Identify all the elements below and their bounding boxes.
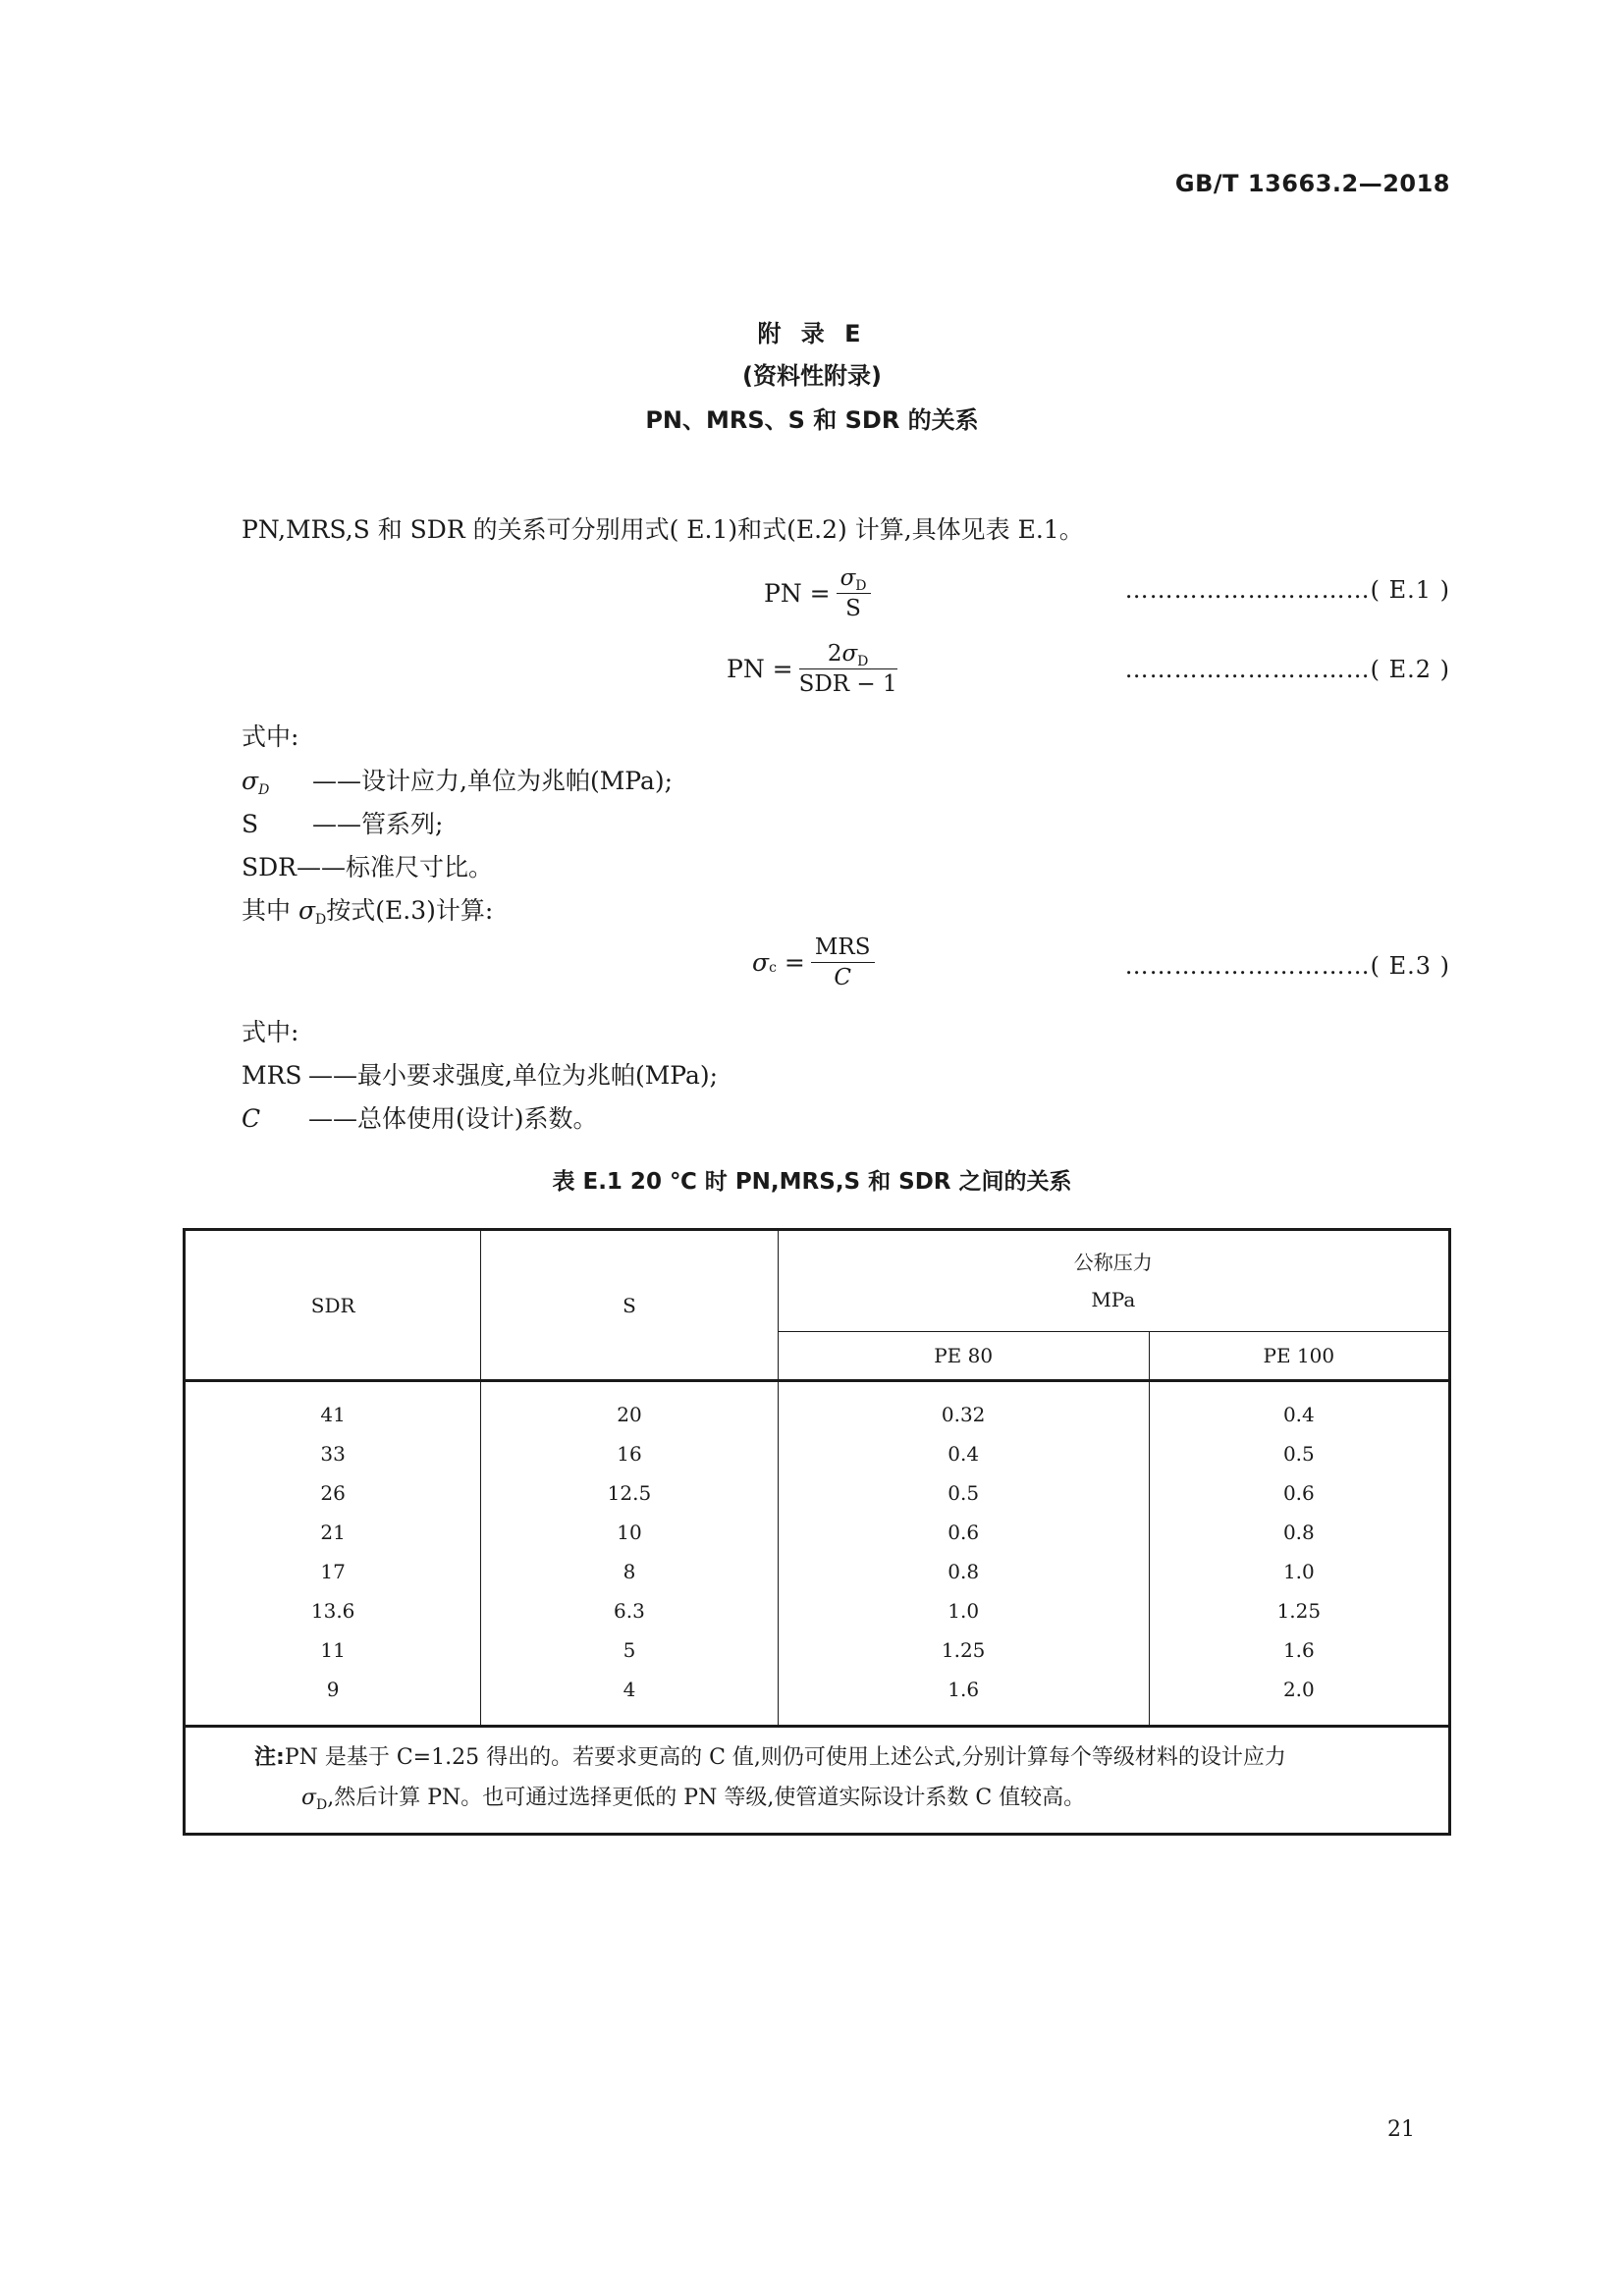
cell-pe100: 0.5	[1149, 1434, 1449, 1473]
table-row	[185, 1591, 1450, 1630]
definition-text: ——最小要求强度,单位为兆帕(MPa);	[308, 1061, 719, 1090]
cell-pe80: 0.8	[778, 1552, 1149, 1591]
cell-pe100: 0.8	[1149, 1513, 1449, 1552]
intro-paragraph: PN,MRS,S 和 SDR 的关系可分别用式( E.1)和式(E.2) 计算,具体见表 E.1。	[242, 515, 1084, 544]
note-line-1: PN 是基于 C=1.25 得出的。若要求更高的 C 值,则仍可使用上述公式,分别计算每个等级材料的设计应力	[284, 1745, 1286, 1770]
cell-pe80: 0.6	[778, 1513, 1149, 1552]
cell-pe80: 1.0	[778, 1591, 1149, 1630]
definition-sdr	[242, 848, 493, 883]
appendix-type: (资料性附录)	[742, 362, 882, 390]
note-line-2: ,然后计算 PN。也可通过选择更低的 PN 等级,使管道实际设计系数 C 值较高。	[327, 1786, 1086, 1810]
cell-sdr: 9	[185, 1670, 481, 1709]
cell-pe100: 1.0	[1149, 1552, 1449, 1591]
cell-sdr: 33	[185, 1434, 481, 1473]
header-pressure-unit: MPa	[1091, 1288, 1136, 1311]
formula-e2	[727, 641, 897, 697]
appendix-title: 附 录 E	[757, 320, 867, 347]
table-note	[185, 1727, 1450, 1835]
formula-e3-lhs-sub: c	[769, 959, 777, 976]
standard-number: GB/T 13663.2—2018	[1174, 170, 1450, 197]
header-nominal-pressure	[778, 1230, 1449, 1332]
sigma-calculation-line	[242, 891, 493, 927]
definition-text: ——管系列;	[312, 810, 444, 838]
header-pe80: PE 80	[778, 1332, 1149, 1381]
formula-e3-fraction	[811, 934, 875, 990]
appendix-heading: PN、MRS、S 和 SDR 的关系	[645, 406, 979, 434]
formula-e3-equals: =	[784, 948, 805, 977]
cell-s: 12.5	[481, 1473, 778, 1513]
table-row	[185, 1513, 1450, 1552]
cell-s: 4	[481, 1670, 778, 1709]
equation-number-e2: …………………………( E.2 )	[1124, 656, 1450, 683]
definition-sigma-d	[242, 762, 673, 797]
table-row	[185, 1552, 1450, 1591]
sigma-line-symbol: σ	[298, 896, 316, 925]
definition-c	[242, 1099, 598, 1135]
cell-s: 10	[481, 1513, 778, 1552]
header-pe100: PE 100	[1149, 1332, 1449, 1381]
formula-e2-fraction	[799, 641, 897, 697]
formula-e1-den: S	[845, 596, 861, 621]
cell-sdr: 13.6	[185, 1591, 481, 1630]
equation-number-e3: …………………………( E.3 )	[1124, 952, 1450, 980]
cell-pe100: 1.6	[1149, 1630, 1449, 1670]
cell-pe80: 0.5	[778, 1473, 1149, 1513]
definition-mrs	[242, 1056, 718, 1092]
cell-pe80: 0.32	[778, 1395, 1149, 1434]
term-s: S	[242, 810, 259, 838]
formula-e2-num-symbol: σ	[841, 641, 858, 667]
cell-pe100: 0.6	[1149, 1473, 1449, 1513]
sigma-line-pre: 其中	[242, 896, 298, 925]
formula-e1-num-symbol: σ	[839, 565, 856, 591]
sigma-line-sub: D	[315, 912, 327, 928]
table-row	[185, 1434, 1450, 1473]
formula-e3-num: MRS	[814, 934, 871, 960]
cell-s: 5	[481, 1630, 778, 1670]
formula-e1-fraction	[837, 565, 871, 621]
formula-e1-num-sub: D	[855, 578, 867, 594]
formula-e2-lhs: PN =	[727, 655, 793, 683]
table-caption: 表 E.1 20 ℃ 时 PN,MRS,S 和 SDR 之间的关系	[552, 1169, 1072, 1195]
equation-number-e1: …………………………( E.1 )	[1124, 576, 1450, 604]
cell-s: 16	[481, 1434, 778, 1473]
cell-pe100: 2.0	[1149, 1670, 1449, 1709]
table-row	[185, 1395, 1450, 1434]
cell-pe100: 1.25	[1149, 1591, 1449, 1630]
cell-sdr: 11	[185, 1630, 481, 1670]
cell-pe80: 1.6	[778, 1670, 1149, 1709]
cell-pe80: 1.25	[778, 1630, 1149, 1670]
formula-e3-den: C	[834, 965, 851, 990]
definition-s	[242, 805, 443, 840]
where-heading: 式中:	[242, 722, 299, 751]
cell-sdr: 17	[185, 1552, 481, 1591]
term-mrs: MRS	[242, 1061, 302, 1090]
cell-pe80: 0.4	[778, 1434, 1149, 1473]
where-heading: 式中:	[242, 1018, 299, 1046]
definition-text: ——标准尺寸比。	[297, 853, 494, 881]
cell-sdr: 41	[185, 1395, 481, 1434]
formula-e2-den: SDR − 1	[798, 671, 897, 697]
header-s: S	[481, 1230, 778, 1381]
term-sigma: σ	[242, 767, 259, 795]
definition-text: ——总体使用(设计)系数。	[308, 1104, 598, 1133]
formula-e3	[752, 934, 875, 990]
cell-s: 8	[481, 1552, 778, 1591]
note-label: 注:	[254, 1745, 285, 1770]
page-number: 21	[1387, 2117, 1415, 2142]
term-c: C	[242, 1104, 261, 1133]
note-sigma: σ	[301, 1786, 317, 1810]
table-row	[185, 1630, 1450, 1670]
table-row	[185, 1473, 1450, 1513]
cell-pe100: 0.4	[1149, 1395, 1449, 1434]
term-sdr: SDR	[242, 853, 297, 881]
definition-text: ——设计应力,单位为兆帕(MPa);	[312, 767, 674, 795]
formula-e2-num-sub: D	[857, 654, 869, 669]
table-row	[185, 1670, 1450, 1709]
term-sigma-sub: D	[258, 782, 270, 798]
cell-s: 6.3	[481, 1591, 778, 1630]
header-pressure-label: 公称压力	[1073, 1251, 1153, 1274]
formula-e1	[764, 565, 871, 621]
header-sdr: SDR	[185, 1230, 481, 1381]
cell-s: 20	[481, 1395, 778, 1434]
cell-sdr: 21	[185, 1513, 481, 1552]
formula-e2-num-coef: 2	[827, 641, 842, 667]
formula-e1-lhs: PN =	[764, 579, 831, 608]
formula-e3-lhs-symbol: σ	[752, 948, 770, 977]
pn-mrs-s-sdr-table	[183, 1228, 1451, 1836]
note-sigma-sub: D	[316, 1797, 328, 1813]
sigma-line-post: 按式(E.3)计算:	[326, 896, 494, 925]
cell-sdr: 26	[185, 1473, 481, 1513]
